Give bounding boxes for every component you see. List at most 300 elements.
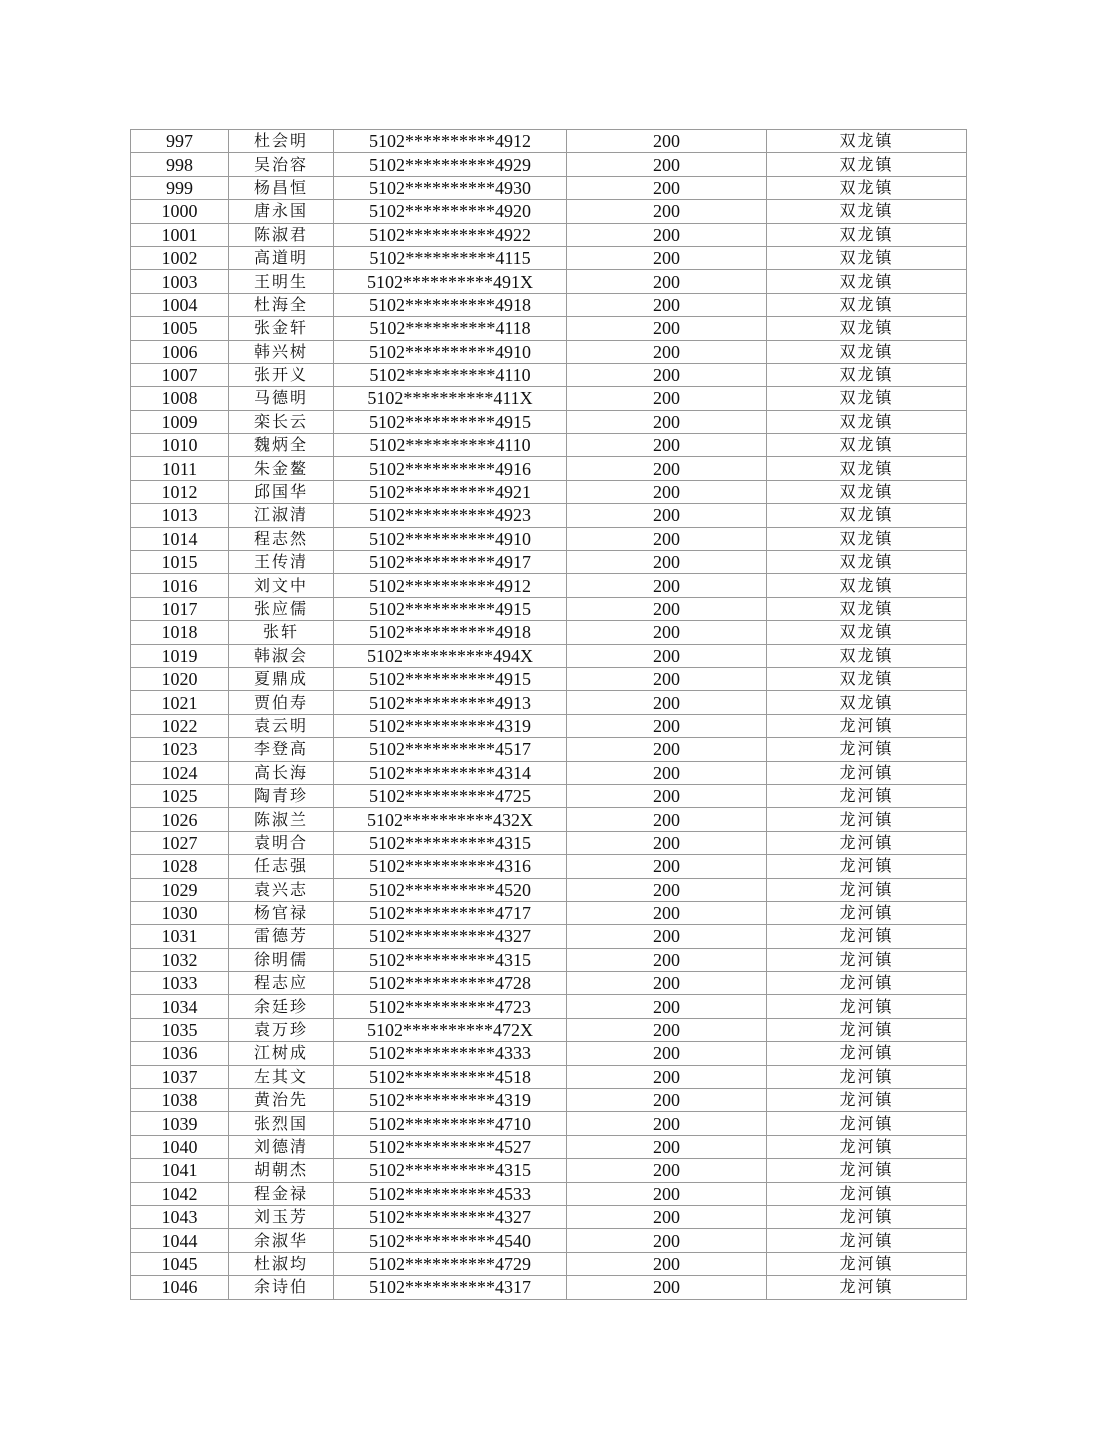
cell-name: 余廷珍 xyxy=(229,995,334,1018)
cell-name: 任志强 xyxy=(229,855,334,878)
cell-town: 龙河镇 xyxy=(767,808,967,831)
cell-name: 张烈国 xyxy=(229,1112,334,1135)
cell-number: 999 xyxy=(131,176,229,199)
cell-town: 龙河镇 xyxy=(767,1182,967,1205)
cell-town: 双龙镇 xyxy=(767,551,967,574)
cell-number: 1037 xyxy=(131,1065,229,1088)
cell-name: 李登高 xyxy=(229,738,334,761)
cell-id-number: 5102**********4717 xyxy=(334,901,567,924)
cell-number: 1026 xyxy=(131,808,229,831)
cell-town: 双龙镇 xyxy=(767,527,967,550)
table-row xyxy=(131,340,967,363)
cell-amount: 200 xyxy=(567,597,767,620)
cell-town: 双龙镇 xyxy=(767,480,967,503)
cell-town: 双龙镇 xyxy=(767,246,967,269)
cell-name: 黄治先 xyxy=(229,1089,334,1112)
cell-amount: 200 xyxy=(567,621,767,644)
cell-amount: 200 xyxy=(567,901,767,924)
cell-town: 龙河镇 xyxy=(767,1159,967,1182)
table-row xyxy=(131,948,967,971)
cell-town: 龙河镇 xyxy=(767,1089,967,1112)
cell-town: 双龙镇 xyxy=(767,387,967,410)
cell-id-number: 5102**********4315 xyxy=(334,1159,567,1182)
cell-id-number: 5102**********4918 xyxy=(334,293,567,316)
cell-name: 王明生 xyxy=(229,270,334,293)
table-row xyxy=(131,223,967,246)
cell-name: 张开义 xyxy=(229,363,334,386)
cell-id-number: 5102**********491X xyxy=(334,270,567,293)
table-row xyxy=(131,691,967,714)
cell-number: 1009 xyxy=(131,410,229,433)
cell-number: 1011 xyxy=(131,457,229,480)
cell-number: 1014 xyxy=(131,527,229,550)
cell-amount: 200 xyxy=(567,527,767,550)
cell-town: 龙河镇 xyxy=(767,1252,967,1275)
cell-id-number: 5102**********4923 xyxy=(334,504,567,527)
cell-town: 龙河镇 xyxy=(767,878,967,901)
cell-id-number: 5102**********4921 xyxy=(334,480,567,503)
cell-amount: 200 xyxy=(567,410,767,433)
table-row xyxy=(131,738,967,761)
cell-town: 龙河镇 xyxy=(767,1112,967,1135)
table-row xyxy=(131,387,967,410)
cell-number: 1041 xyxy=(131,1159,229,1182)
cell-amount: 200 xyxy=(567,480,767,503)
table-row xyxy=(131,504,967,527)
cell-name: 朱金鳌 xyxy=(229,457,334,480)
cell-town: 双龙镇 xyxy=(767,621,967,644)
table-row xyxy=(131,667,967,690)
cell-number: 1035 xyxy=(131,1018,229,1041)
table-row xyxy=(131,176,967,199)
cell-amount: 200 xyxy=(567,504,767,527)
cell-id-number: 5102**********4333 xyxy=(334,1042,567,1065)
table-row xyxy=(131,878,967,901)
cell-id-number: 5102**********4518 xyxy=(334,1065,567,1088)
cell-name: 余诗伯 xyxy=(229,1276,334,1299)
cell-number: 1046 xyxy=(131,1276,229,1299)
cell-id-number: 5102**********4517 xyxy=(334,738,567,761)
cell-amount: 200 xyxy=(567,925,767,948)
cell-name: 雷德芳 xyxy=(229,925,334,948)
cell-id-number: 5102**********4915 xyxy=(334,667,567,690)
cell-town: 双龙镇 xyxy=(767,363,967,386)
table-row xyxy=(131,480,967,503)
table-row xyxy=(131,270,967,293)
table-row xyxy=(131,1089,967,1112)
cell-name: 杨昌恒 xyxy=(229,176,334,199)
cell-name: 陈淑兰 xyxy=(229,808,334,831)
cell-id-number: 5102**********4917 xyxy=(334,551,567,574)
cell-name: 江淑清 xyxy=(229,504,334,527)
table-row xyxy=(131,1112,967,1135)
cell-amount: 200 xyxy=(567,1135,767,1158)
cell-town: 龙河镇 xyxy=(767,738,967,761)
cell-name: 张应儒 xyxy=(229,597,334,620)
cell-name: 袁兴志 xyxy=(229,878,334,901)
cell-town: 双龙镇 xyxy=(767,317,967,340)
cell-id-number: 5102**********4533 xyxy=(334,1182,567,1205)
cell-amount: 200 xyxy=(567,293,767,316)
cell-number: 1012 xyxy=(131,480,229,503)
cell-amount: 200 xyxy=(567,1065,767,1088)
cell-id-number: 5102**********4920 xyxy=(334,200,567,223)
cell-id-number: 5102**********4910 xyxy=(334,527,567,550)
cell-number: 998 xyxy=(131,153,229,176)
cell-id-number: 5102**********4327 xyxy=(334,925,567,948)
cell-id-number: 5102**********4922 xyxy=(334,223,567,246)
table-row xyxy=(131,457,967,480)
cell-name: 袁明合 xyxy=(229,831,334,854)
cell-town: 龙河镇 xyxy=(767,1018,967,1041)
table-row xyxy=(131,293,967,316)
cell-town: 双龙镇 xyxy=(767,504,967,527)
cell-name: 邱国华 xyxy=(229,480,334,503)
cell-number: 1018 xyxy=(131,621,229,644)
cell-id-number: 5102**********4317 xyxy=(334,1276,567,1299)
cell-amount: 200 xyxy=(567,1159,767,1182)
cell-town: 龙河镇 xyxy=(767,1229,967,1252)
cell-id-number: 5102**********472X xyxy=(334,1018,567,1041)
cell-id-number: 5102**********4110 xyxy=(334,434,567,457)
cell-amount: 200 xyxy=(567,153,767,176)
cell-amount: 200 xyxy=(567,644,767,667)
cell-id-number: 5102**********4929 xyxy=(334,153,567,176)
cell-amount: 200 xyxy=(567,457,767,480)
cell-amount: 200 xyxy=(567,340,767,363)
cell-number: 997 xyxy=(131,130,229,153)
table-row xyxy=(131,434,967,457)
cell-amount: 200 xyxy=(567,200,767,223)
cell-name: 左其文 xyxy=(229,1065,334,1088)
cell-amount: 200 xyxy=(567,1042,767,1065)
cell-number: 1000 xyxy=(131,200,229,223)
cell-number: 1038 xyxy=(131,1089,229,1112)
cell-id-number: 5102**********4912 xyxy=(334,130,567,153)
cell-name: 张金轩 xyxy=(229,317,334,340)
cell-town: 龙河镇 xyxy=(767,1135,967,1158)
cell-id-number: 5102**********4710 xyxy=(334,1112,567,1135)
cell-number: 1023 xyxy=(131,738,229,761)
cell-number: 1001 xyxy=(131,223,229,246)
table-row xyxy=(131,246,967,269)
cell-town: 双龙镇 xyxy=(767,667,967,690)
cell-id-number: 5102**********4723 xyxy=(334,995,567,1018)
cell-name: 杨官禄 xyxy=(229,901,334,924)
table-row xyxy=(131,1276,967,1299)
cell-amount: 200 xyxy=(567,1182,767,1205)
cell-name: 杜淑均 xyxy=(229,1252,334,1275)
table-row xyxy=(131,597,967,620)
table-body xyxy=(131,130,967,1300)
cell-id-number: 5102**********4319 xyxy=(334,1089,567,1112)
cell-amount: 200 xyxy=(567,246,767,269)
cell-number: 1010 xyxy=(131,434,229,457)
cell-number: 1031 xyxy=(131,925,229,948)
cell-name: 程金禄 xyxy=(229,1182,334,1205)
table-row xyxy=(131,784,967,807)
cell-town: 龙河镇 xyxy=(767,855,967,878)
cell-town: 龙河镇 xyxy=(767,784,967,807)
cell-amount: 200 xyxy=(567,1229,767,1252)
cell-town: 双龙镇 xyxy=(767,340,967,363)
cell-amount: 200 xyxy=(567,387,767,410)
cell-town: 双龙镇 xyxy=(767,293,967,316)
cell-town: 龙河镇 xyxy=(767,1205,967,1228)
table-row xyxy=(131,972,967,995)
cell-name: 魏炳全 xyxy=(229,434,334,457)
cell-name: 高道明 xyxy=(229,246,334,269)
cell-number: 1042 xyxy=(131,1182,229,1205)
cell-name: 刘德清 xyxy=(229,1135,334,1158)
cell-name: 陶青珍 xyxy=(229,784,334,807)
cell-amount: 200 xyxy=(567,434,767,457)
cell-town: 双龙镇 xyxy=(767,457,967,480)
subsidy-list-table xyxy=(130,129,967,1300)
cell-number: 1028 xyxy=(131,855,229,878)
cell-town: 双龙镇 xyxy=(767,153,967,176)
table-row xyxy=(131,644,967,667)
table-row xyxy=(131,1065,967,1088)
table-row xyxy=(131,1018,967,1041)
cell-id-number: 5102**********4913 xyxy=(334,691,567,714)
cell-name: 袁万珍 xyxy=(229,1018,334,1041)
cell-id-number: 5102**********4912 xyxy=(334,574,567,597)
table-row xyxy=(131,200,967,223)
cell-number: 1008 xyxy=(131,387,229,410)
cell-id-number: 5102**********4915 xyxy=(334,597,567,620)
cell-town: 双龙镇 xyxy=(767,223,967,246)
cell-number: 1039 xyxy=(131,1112,229,1135)
cell-town: 龙河镇 xyxy=(767,831,967,854)
cell-amount: 200 xyxy=(567,1276,767,1299)
cell-name: 程志应 xyxy=(229,972,334,995)
table-row xyxy=(131,831,967,854)
cell-town: 龙河镇 xyxy=(767,995,967,1018)
cell-amount: 200 xyxy=(567,223,767,246)
cell-name: 胡朝杰 xyxy=(229,1159,334,1182)
cell-name: 贾伯寿 xyxy=(229,691,334,714)
table-row xyxy=(131,621,967,644)
cell-id-number: 5102**********411X xyxy=(334,387,567,410)
cell-name: 程志然 xyxy=(229,527,334,550)
table-row xyxy=(131,1182,967,1205)
cell-amount: 200 xyxy=(567,1252,767,1275)
cell-amount: 200 xyxy=(567,176,767,199)
cell-id-number: 5102**********4728 xyxy=(334,972,567,995)
cell-id-number: 5102**********4918 xyxy=(334,621,567,644)
cell-number: 1027 xyxy=(131,831,229,854)
cell-number: 1016 xyxy=(131,574,229,597)
table-row xyxy=(131,714,967,737)
cell-amount: 200 xyxy=(567,691,767,714)
cell-number: 1040 xyxy=(131,1135,229,1158)
cell-name: 唐永国 xyxy=(229,200,334,223)
cell-name: 陈淑君 xyxy=(229,223,334,246)
cell-id-number: 5102**********4729 xyxy=(334,1252,567,1275)
table-row xyxy=(131,1229,967,1252)
cell-number: 1029 xyxy=(131,878,229,901)
table-row xyxy=(131,317,967,340)
table-row xyxy=(131,925,967,948)
cell-amount: 200 xyxy=(567,1089,767,1112)
cell-id-number: 5102**********4527 xyxy=(334,1135,567,1158)
cell-name: 韩兴树 xyxy=(229,340,334,363)
cell-number: 1020 xyxy=(131,667,229,690)
cell-id-number: 5102**********4910 xyxy=(334,340,567,363)
table-row xyxy=(131,761,967,784)
cell-amount: 200 xyxy=(567,855,767,878)
table-row xyxy=(131,1135,967,1158)
cell-amount: 200 xyxy=(567,761,767,784)
cell-number: 1017 xyxy=(131,597,229,620)
cell-number: 1045 xyxy=(131,1252,229,1275)
cell-amount: 200 xyxy=(567,1205,767,1228)
cell-town: 龙河镇 xyxy=(767,925,967,948)
cell-number: 1013 xyxy=(131,504,229,527)
cell-name: 余淑华 xyxy=(229,1229,334,1252)
cell-number: 1032 xyxy=(131,948,229,971)
cell-name: 杜会明 xyxy=(229,130,334,153)
cell-town: 双龙镇 xyxy=(767,597,967,620)
cell-id-number: 5102**********432X xyxy=(334,808,567,831)
table-row xyxy=(131,808,967,831)
cell-town: 双龙镇 xyxy=(767,130,967,153)
cell-name: 夏鼎成 xyxy=(229,667,334,690)
cell-number: 1019 xyxy=(131,644,229,667)
cell-number: 1015 xyxy=(131,551,229,574)
cell-number: 1025 xyxy=(131,784,229,807)
table-row xyxy=(131,130,967,153)
cell-town: 双龙镇 xyxy=(767,410,967,433)
cell-id-number: 5102**********4540 xyxy=(334,1229,567,1252)
cell-town: 双龙镇 xyxy=(767,434,967,457)
cell-number: 1036 xyxy=(131,1042,229,1065)
cell-town: 双龙镇 xyxy=(767,200,967,223)
cell-id-number: 5102**********4118 xyxy=(334,317,567,340)
cell-number: 1005 xyxy=(131,317,229,340)
cell-id-number: 5102**********4315 xyxy=(334,831,567,854)
cell-town: 龙河镇 xyxy=(767,1065,967,1088)
cell-amount: 200 xyxy=(567,130,767,153)
cell-number: 1034 xyxy=(131,995,229,1018)
cell-number: 1006 xyxy=(131,340,229,363)
cell-town: 双龙镇 xyxy=(767,644,967,667)
cell-amount: 200 xyxy=(567,972,767,995)
table-row xyxy=(131,901,967,924)
cell-amount: 200 xyxy=(567,714,767,737)
cell-id-number: 5102**********494X xyxy=(334,644,567,667)
cell-id-number: 5102**********4110 xyxy=(334,363,567,386)
cell-name: 高长海 xyxy=(229,761,334,784)
cell-id-number: 5102**********4115 xyxy=(334,246,567,269)
cell-id-number: 5102**********4316 xyxy=(334,855,567,878)
table-row xyxy=(131,855,967,878)
cell-name: 刘玉芳 xyxy=(229,1205,334,1228)
cell-town: 双龙镇 xyxy=(767,270,967,293)
cell-amount: 200 xyxy=(567,667,767,690)
cell-id-number: 5102**********4915 xyxy=(334,410,567,433)
cell-name: 杜海全 xyxy=(229,293,334,316)
cell-number: 1003 xyxy=(131,270,229,293)
cell-number: 1044 xyxy=(131,1229,229,1252)
cell-amount: 200 xyxy=(567,808,767,831)
cell-name: 马德明 xyxy=(229,387,334,410)
cell-town: 双龙镇 xyxy=(767,574,967,597)
cell-name: 袁云明 xyxy=(229,714,334,737)
table-row xyxy=(131,995,967,1018)
cell-amount: 200 xyxy=(567,995,767,1018)
cell-town: 双龙镇 xyxy=(767,691,967,714)
cell-name: 徐明儒 xyxy=(229,948,334,971)
cell-amount: 200 xyxy=(567,1112,767,1135)
cell-amount: 200 xyxy=(567,363,767,386)
table-row xyxy=(131,1252,967,1275)
cell-number: 1022 xyxy=(131,714,229,737)
table-row xyxy=(131,1159,967,1182)
cell-amount: 200 xyxy=(567,948,767,971)
cell-town: 龙河镇 xyxy=(767,1276,967,1299)
cell-amount: 200 xyxy=(567,317,767,340)
cell-town: 龙河镇 xyxy=(767,1042,967,1065)
cell-number: 1024 xyxy=(131,761,229,784)
table-row xyxy=(131,574,967,597)
cell-town: 双龙镇 xyxy=(767,176,967,199)
cell-amount: 200 xyxy=(567,551,767,574)
cell-town: 龙河镇 xyxy=(767,714,967,737)
cell-town: 龙河镇 xyxy=(767,948,967,971)
cell-town: 龙河镇 xyxy=(767,901,967,924)
cell-name: 栾长云 xyxy=(229,410,334,433)
cell-amount: 200 xyxy=(567,831,767,854)
cell-number: 1033 xyxy=(131,972,229,995)
cell-amount: 200 xyxy=(567,574,767,597)
cell-name: 张轩 xyxy=(229,621,334,644)
cell-id-number: 5102**********4725 xyxy=(334,784,567,807)
cell-amount: 200 xyxy=(567,270,767,293)
cell-id-number: 5102**********4930 xyxy=(334,176,567,199)
table-row xyxy=(131,527,967,550)
cell-amount: 200 xyxy=(567,1018,767,1041)
cell-id-number: 5102**********4315 xyxy=(334,948,567,971)
table-row xyxy=(131,1042,967,1065)
cell-name: 刘文中 xyxy=(229,574,334,597)
cell-name: 韩淑会 xyxy=(229,644,334,667)
cell-amount: 200 xyxy=(567,738,767,761)
cell-id-number: 5102**********4916 xyxy=(334,457,567,480)
cell-number: 1004 xyxy=(131,293,229,316)
cell-number: 1043 xyxy=(131,1205,229,1228)
cell-town: 龙河镇 xyxy=(767,761,967,784)
table-row xyxy=(131,1205,967,1228)
cell-id-number: 5102**********4314 xyxy=(334,761,567,784)
cell-id-number: 5102**********4319 xyxy=(334,714,567,737)
cell-amount: 200 xyxy=(567,784,767,807)
cell-id-number: 5102**********4327 xyxy=(334,1205,567,1228)
cell-id-number: 5102**********4520 xyxy=(334,878,567,901)
table-row xyxy=(131,410,967,433)
cell-amount: 200 xyxy=(567,878,767,901)
table-row xyxy=(131,153,967,176)
cell-name: 吴治容 xyxy=(229,153,334,176)
cell-number: 1021 xyxy=(131,691,229,714)
cell-number: 1002 xyxy=(131,246,229,269)
cell-name: 王传清 xyxy=(229,551,334,574)
cell-number: 1030 xyxy=(131,901,229,924)
cell-town: 龙河镇 xyxy=(767,972,967,995)
cell-name: 江树成 xyxy=(229,1042,334,1065)
cell-number: 1007 xyxy=(131,363,229,386)
